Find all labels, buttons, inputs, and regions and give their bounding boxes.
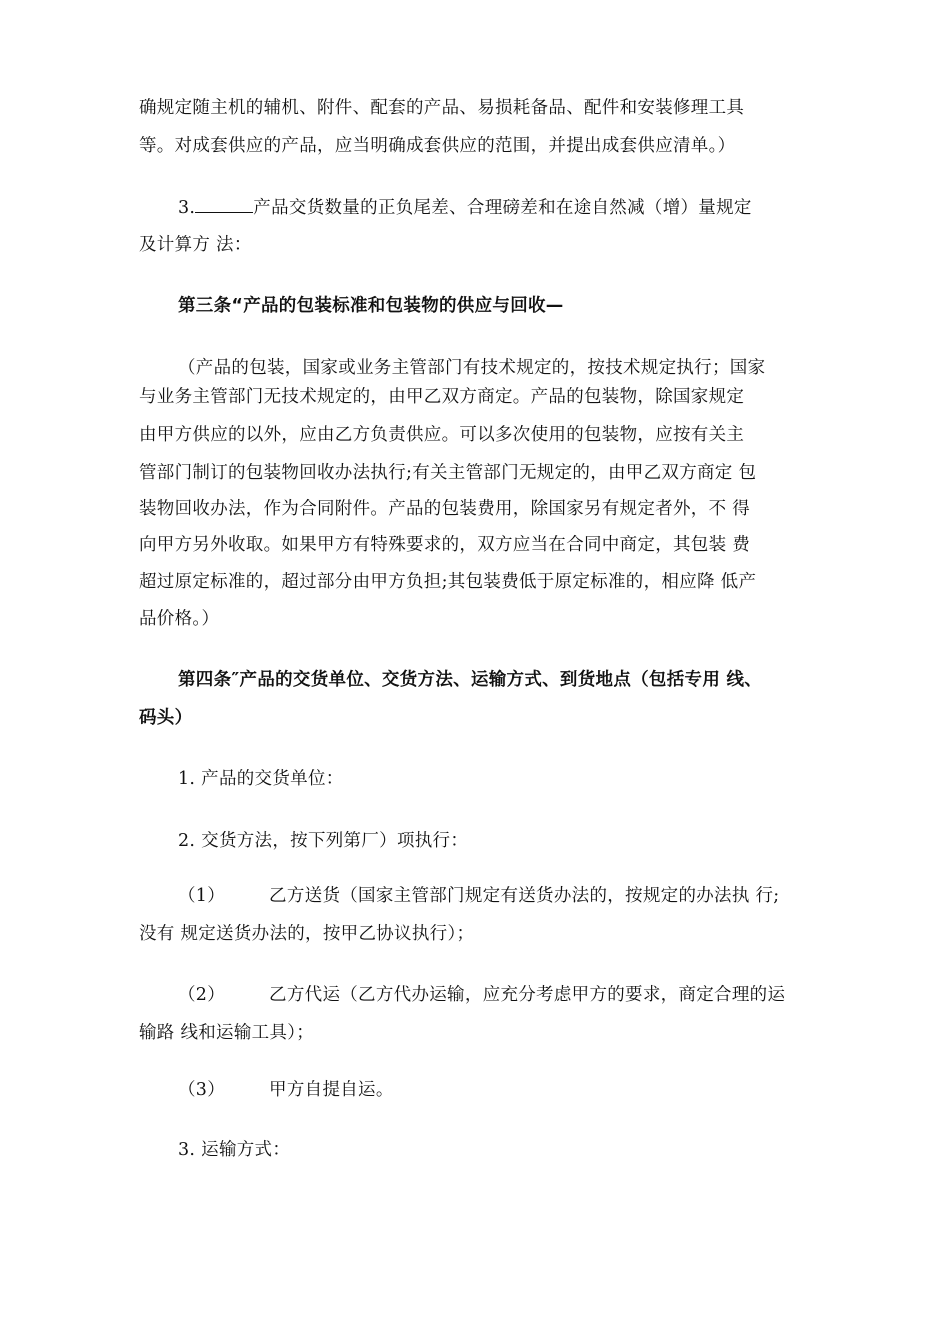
list-item: 3. 运输方式： [178,1140,291,1160]
paragraph-line: 由甲方供应的以外，应由乙方负责供应。可以多次使用的包装物，应按有关主 [139,425,745,445]
item-number: 3. [178,198,196,218]
paragraph-line: 及计算方 法： [139,235,252,255]
sub-item-line [178,1078,394,1102]
sub-item-line [178,884,780,908]
list-item: 2. 交货方法，按下列第厂）项执行： [178,831,469,851]
sub-item-number: （3） [178,1080,226,1100]
sub-item-line [178,983,785,1007]
article-heading-continued: 码头） [139,708,193,728]
sub-item-text: 乙方送货（国家主管部门规定有送货办法的，按规定的办法执 行; [269,886,780,906]
paragraph-line: （产品的包装，国家或业务主管部门有技术规定的，按技术规定执行；国家 [178,358,766,378]
paragraph-text: 产品交货数量的正负尾差、合理磅差和在途自然减（增）量规定 [253,198,752,218]
article-heading: 第三条“产品的包装标准和包装物的供应与回收— [178,296,564,316]
paragraph-line: 向甲方另外收取。如果甲方有特殊要求的，双方应当在合同中商定，其包装 费 [139,535,751,555]
sub-item-number: （2） [178,985,226,1005]
fill-in-blank [195,197,253,213]
paragraph-line: 等。对成套供应的产品，应当明确成套供应的范围，并提出成套供应清单。） [139,136,736,156]
sub-item-text: 甲方自提自运。 [269,1080,394,1100]
sub-item-number: （1） [178,886,226,906]
paragraph-line: 确规定随主机的辅机、附件、配套的产品、易损耗备品、配件和安装修理工具 [139,98,745,118]
sub-item-text: 乙方代运（乙方代办运输，应充分考虑甲方的要求，商定合理的运 [269,985,786,1005]
sub-item-line: 输路 线和运输工具）； [139,1023,315,1043]
paragraph-line: 装物回收办法，作为合同附件。产品的包装费用，除国家另有规定者外，不 得 [139,499,751,519]
paragraph-line: 管部门制订的包装物回收办法执行;有关主管部门无规定的，由甲乙双方商定 包 [139,463,757,483]
list-item: 1. 产品的交货单位： [178,769,344,789]
article-heading: 第四条″产品的交货单位、交货方法、运输方式、到货地点（包括专用 线、 [178,670,763,690]
paragraph-line [178,196,752,220]
paragraph-line: 超过原定标准的，超过部分由甲方负担;其包装费低于原定标准的，相应降 低产 [139,572,757,592]
sub-item-line: 没有 规定送货办法的，按甲乙协议执行）； [139,924,475,944]
paragraph-line: 与业务主管部门无技术规定的，由甲乙双方商定。产品的包装物，除国家规定 [139,387,745,407]
paragraph-line: 品价格。） [139,609,220,629]
